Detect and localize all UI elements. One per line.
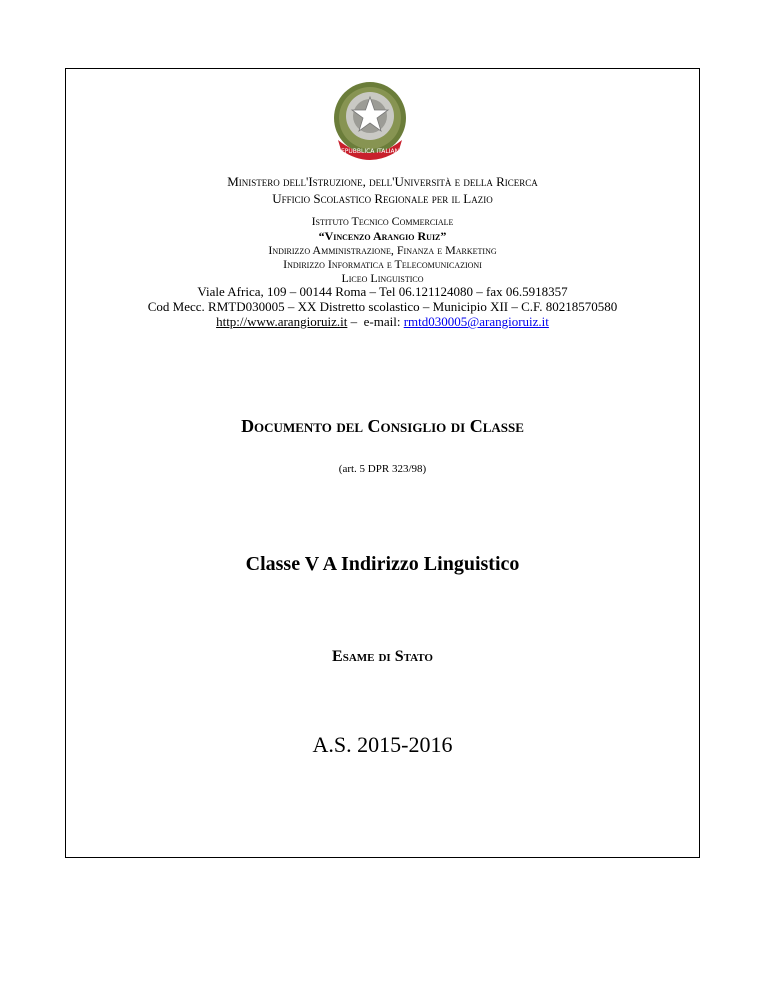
- institute-name-line: “Vincenzo Arangio Ruiz”: [318, 229, 447, 243]
- address-line: Viale Africa, 109 – 00144 Roma – Tel 06.121124080 – fax 06.5918357: [197, 284, 568, 299]
- document-reference: (art. 5 DPR 323/98): [338, 463, 427, 475]
- institute-type-line: Istituto Tecnico Commerciale: [311, 214, 454, 228]
- school-year: A.S. 2015-2016: [312, 732, 453, 757]
- regional-office-line: Ufficio Scolastico Regionale per il Lazio: [272, 191, 493, 206]
- track-afm-line: Indirizzo Amministrazione, Finanza e Marketing: [268, 243, 497, 257]
- document-title: Documento del Consiglio di Classe: [241, 416, 524, 436]
- track-linguistico-line: Liceo Linguistico: [341, 271, 424, 285]
- svg-text:REPUBBLICA ITALIANA: REPUBBLICA ITALIANA: [336, 148, 404, 155]
- class-title: Classe V A Indirizzo Linguistico: [245, 553, 520, 575]
- contacts-line: [65, 313, 700, 330]
- repubblica-italiana-emblem-icon: [331, 80, 409, 162]
- exam-title: Esame di Stato: [332, 648, 433, 665]
- ministry-line: Ministero dell'Istruzione, dell'Università e della Ricerca: [227, 174, 538, 189]
- email-label: – e-mail:: [347, 314, 404, 329]
- track-it-line: Indirizzo Informatica e Telecomunicazioni: [283, 257, 482, 271]
- email-link[interactable]: rmtd030005@arangioruiz.it: [403, 314, 549, 329]
- codes-line: Cod Mecc. RMTD030005 – XX Distretto scolastico – Municipio XII – C.F. 80218570580: [147, 299, 618, 314]
- website-link[interactable]: http://www.arangioruiz.it: [216, 314, 348, 329]
